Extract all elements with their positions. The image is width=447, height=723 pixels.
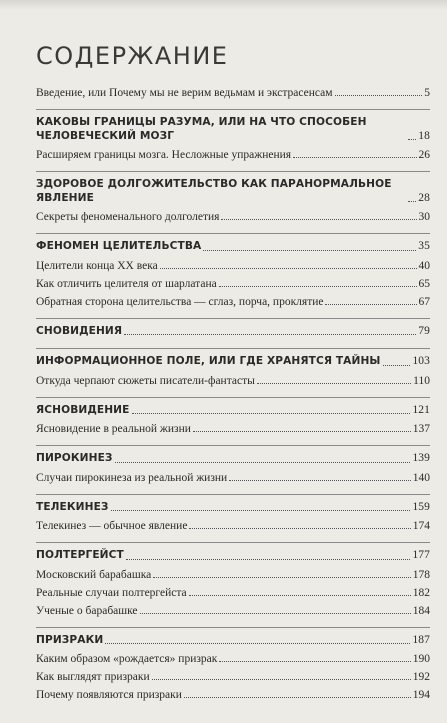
toc-entry: [36, 653, 430, 665]
toc-chapter-title: ЯСНОВИДЕНИЕ: [36, 403, 130, 416]
toc-page-number: 79: [418, 324, 430, 337]
leader-dots: [383, 365, 411, 366]
toc-chapter: [36, 445, 430, 466]
leader-dots: [293, 157, 416, 158]
toc-chapter-title: СНОВИДЕНИЯ: [36, 324, 123, 337]
leader-dots: [257, 383, 411, 384]
toc-entry: [36, 472, 430, 484]
toc-page-number: 35: [418, 240, 430, 252]
page-top-edge: [0, 0, 447, 10]
toc-chapter-title: ПРИЗРАКИ: [36, 633, 104, 646]
toc-chapter-title: ЗДОРОВОЕ ДОЛГОЖИТЕЛЬСТВО КАК ПАРАНОРМАЛЬНОЕ ЯВЛЕНИЕ: [36, 178, 392, 204]
toc-entry-text: Целители конца XX века: [36, 259, 158, 272]
leader-dots: [219, 286, 417, 287]
toc-entry: [36, 87, 430, 99]
table-of-contents: [36, 87, 430, 701]
leader-dots: [193, 431, 411, 432]
toc-entry-text: Ученые о барабашке: [36, 604, 138, 617]
toc-page-number: 139: [412, 452, 430, 464]
leader-dots: [153, 577, 411, 578]
toc-page-number: 190: [412, 653, 430, 665]
toc-chapter: [36, 494, 430, 515]
leader-dots: [408, 201, 416, 202]
toc-page-number: 103: [412, 355, 430, 367]
toc-page-number: 184: [412, 604, 430, 617]
toc-page-number: 67: [418, 295, 430, 308]
toc-chapter-title: КАКОВЫ ГРАНИЦЫ РАЗУМА, ИЛИ НА ЧТО СПОСОБЕН ЧЕЛОВЕЧЕСКИЙ МОЗГ: [36, 116, 367, 142]
toc-entry: [36, 149, 430, 161]
toc-page-number: 140: [412, 471, 430, 484]
leader-dots: [184, 697, 411, 698]
toc-chapter: [36, 318, 430, 339]
toc-entry-text: Введение, или Почему мы не верим ведьмам и экстрасенсам: [36, 87, 333, 99]
toc-entry: [36, 587, 430, 599]
leader-dots: [189, 595, 411, 596]
toc-chapter-title: ФЕНОМЕН ЦЕЛИТЕЛЬСТВА: [36, 240, 202, 252]
leader-dots: [229, 480, 411, 481]
toc-chapter: [36, 233, 430, 254]
toc-chapter: [36, 542, 430, 563]
toc-entry: [36, 689, 430, 701]
toc-entry: [36, 211, 430, 223]
toc-page-number: 177: [412, 549, 430, 561]
leader-dots: [203, 250, 416, 251]
toc-entry-text: Почему появляются призраки: [36, 689, 182, 701]
leader-dots: [111, 510, 411, 511]
page-title: СОДЕРЖАНИЕ: [36, 42, 229, 70]
toc-entry: [36, 605, 430, 617]
toc-chapter-title: ИНФОРМАЦИОННОЕ ПОЛЕ, ИЛИ ГДЕ ХРАНЯТСЯ ТАЙНЫ: [36, 355, 381, 367]
leader-dots: [221, 219, 416, 220]
toc-page-number: 187: [412, 633, 430, 646]
toc-chapter: [36, 109, 430, 143]
toc-entry-text: Расширяем границы мозга. Несложные упражнения: [36, 149, 292, 161]
toc-entry: [36, 423, 430, 435]
toc-entry-text: Телекинез — обычное явление: [36, 520, 188, 532]
toc-entry: [36, 278, 430, 290]
toc-page-number: 110: [413, 374, 430, 387]
toc-entry-text: Реальные случаи полтергейста: [36, 586, 187, 599]
toc-entry: [36, 569, 430, 581]
leader-dots: [408, 139, 416, 140]
toc-chapter-title: ПИРОКИНЕЗ: [36, 452, 113, 464]
leader-dots: [219, 661, 410, 662]
toc-entry-text: Как отличить целителя от шарлатана: [36, 277, 217, 290]
toc-page-number: 192: [412, 671, 430, 683]
toc-page-number: 65: [418, 277, 430, 290]
leader-dots: [152, 679, 411, 680]
toc-page-number: 121: [412, 403, 430, 416]
toc-entry-text: Ясновидение в реальной жизни: [36, 423, 191, 435]
leader-dots: [105, 643, 410, 644]
leader-dots: [126, 559, 411, 560]
toc-entry: [36, 520, 430, 532]
leader-dots: [335, 95, 423, 96]
toc-page-number: 5: [424, 87, 430, 99]
leader-dots: [140, 613, 411, 614]
toc-page-number: 194: [412, 689, 430, 701]
toc-page-number: 18: [418, 129, 430, 142]
toc-page-number: 174: [412, 520, 430, 532]
toc-chapter-title: ПОЛТЕРГЕЙСТ: [36, 549, 124, 561]
toc-chapter: [36, 397, 430, 418]
toc-entry: [36, 375, 430, 387]
leader-dots: [325, 304, 416, 305]
toc-page-number: 40: [418, 259, 430, 272]
toc-page-number: 178: [412, 568, 430, 581]
toc-entry-text: Откуда черпают сюжеты писатели-фантасты: [36, 374, 255, 387]
toc-page-number: 159: [412, 500, 430, 513]
toc-page-number: 137: [412, 423, 430, 435]
toc-page-number: 182: [412, 586, 430, 599]
leader-dots: [124, 334, 416, 335]
toc-entry-text: Секреты феноменального долголетия: [36, 211, 220, 223]
leader-dots: [132, 413, 411, 414]
toc-entry-text: Каким образом «рождается» призрак: [36, 653, 218, 665]
toc-page-number: 28: [418, 191, 430, 204]
toc-entry: [36, 671, 430, 683]
toc-chapter: [36, 171, 430, 205]
toc-chapter-title: ТЕЛЕКИНЕЗ: [36, 500, 109, 513]
toc-chapter: [36, 627, 430, 648]
leader-dots: [189, 528, 410, 529]
toc-entry-text: Обратная сторона целительства — сглаз, порча, проклятие: [36, 295, 324, 308]
toc-entry: [36, 296, 430, 308]
toc-entry-text: Как выглядят призраки: [36, 671, 150, 683]
toc-entry: [36, 260, 430, 272]
toc-page-number: 26: [418, 149, 430, 161]
toc-entry-text: Случаи пирокинеза из реальной жизни: [36, 471, 228, 484]
toc-page-number: 30: [418, 211, 430, 223]
leader-dots: [160, 268, 417, 269]
toc-entry-text: Московский барабашка: [36, 568, 152, 581]
toc-chapter: [36, 348, 430, 369]
leader-dots: [115, 462, 411, 463]
